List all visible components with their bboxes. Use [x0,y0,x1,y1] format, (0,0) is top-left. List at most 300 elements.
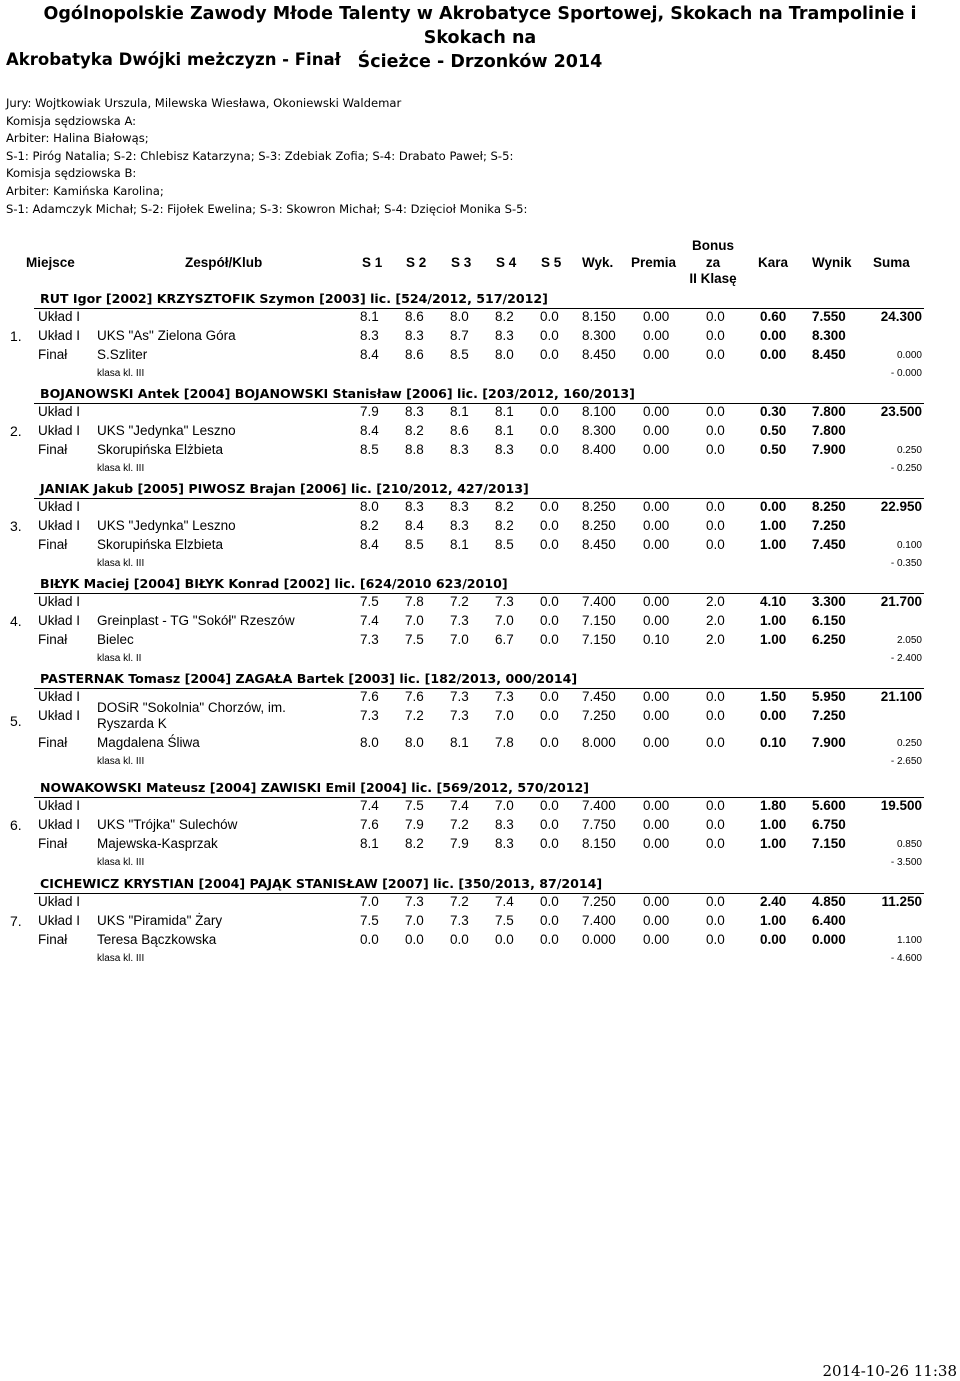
pair-title: PASTERNAK Tomasz [2004] ZAGAŁA Bartek [2003] lic. [182/2013, 000/2014] [40,671,578,686]
bonus-score: 0.0 [706,913,725,928]
result-group [0,576,960,671]
judge-score-s2: 7.3 [405,894,424,909]
jury-line: Jury: Wojtkowiak Urszula, Milewska Wiesława, Okoniewski Waldemar [6,96,402,110]
row-label: Finał [38,442,68,457]
place-number: 3. [10,518,22,534]
result-group [0,671,960,766]
judge-score-s5: 0.0 [540,894,559,909]
execution-score: 8.250 [582,518,616,533]
bonus-score: 2.0 [706,613,725,628]
judge-score-s1: 8.0 [360,499,379,514]
penalty-score: 0.10 [760,735,787,750]
place-number: 5. [10,713,22,729]
row-label: Układ I [38,309,81,324]
execution-score: 7.400 [582,594,616,609]
premia-score: 0.00 [643,894,670,909]
pair-title-underline [34,498,924,499]
judge-score-s4: 8.1 [495,404,514,419]
club-name [97,700,286,732]
pair-title: BIŁYK Maciej [2004] BIŁYK Konrad [2002] lic. [624/2010 623/2010] [40,576,508,591]
place-number: 2. [10,423,22,439]
bonus-score: 0.0 [706,894,725,909]
bonus-score: 0.0 [706,347,725,362]
total-score: 11.250 [881,894,922,909]
pair-title-underline [34,688,924,689]
col-wynik: Wynik [812,255,852,270]
result-score: 8.300 [812,328,846,343]
judge-score-s4: 8.2 [495,518,514,533]
row-label: Układ I [38,328,81,343]
jury-line: Komisja sędziowska A: [6,113,137,128]
col-s5: S 5 [541,255,562,270]
execution-score: 8.450 [582,537,616,552]
execution-score: 8.100 [582,404,616,419]
judge-score-s5: 0.0 [540,632,559,647]
judge-score-s2: 8.6 [405,309,424,324]
title-line-2: Ścieżce - Drzonków 2014 [357,52,603,72]
penalty-score: 1.00 [760,817,787,832]
result-score: 7.250 [812,518,846,533]
row-label: Układ I [38,404,81,419]
penalty-score: 0.60 [760,309,787,324]
penalty-score: 1.00 [760,537,787,552]
row-label: Finał [38,836,68,851]
penalty-score: 1.00 [760,836,787,851]
class-deduction: - 2.400 [890,653,922,664]
judge-score-s3: 8.1 [450,735,469,750]
bonus-score: 0.0 [706,328,725,343]
judge-score-s5: 0.0 [540,537,559,552]
sum-bonus: 0.250 [896,445,922,456]
judge-score-s4: 8.3 [495,817,514,832]
class-label: klasa kl. III [97,558,145,569]
premia-score: 0.00 [643,836,670,851]
row-label: Układ I [38,913,81,928]
judge-score-s1: 7.5 [360,594,379,609]
result-score: 3.300 [812,594,846,609]
pair-title-underline [34,893,924,894]
penalty-score: 2.40 [760,894,787,909]
total-score: 23.500 [880,404,922,419]
bonus-score: 0.0 [706,518,725,533]
penalty-score: 1.00 [760,613,787,628]
premia-score: 0.00 [643,932,670,947]
judge-score-s2: 7.9 [405,817,424,832]
judge-score-s3: 8.1 [450,404,469,419]
judge-score-s4: 8.2 [495,309,514,324]
col-wyk: Wyk. [582,255,614,270]
coach-name: Skorupińska Elżbieta [97,442,224,457]
class-deduction: - 4.600 [890,953,922,964]
judge-score-s5: 0.0 [540,836,559,851]
pair-title: BOJANOWSKI Antek [2004] BOJANOWSKI Stanisław [2006] lic. [203/2012, 160/2013] [40,386,635,401]
judge-score-s1: 8.0 [360,735,379,750]
judge-score-s2: 7.6 [405,689,424,704]
judge-score-s4: 8.3 [495,836,514,851]
judge-score-s2: 8.3 [405,499,424,514]
result-score: 6.150 [812,613,846,628]
result-score: 8.450 [812,347,846,362]
col-bonus-line: II Klasę [689,271,737,286]
judge-score-s5: 0.0 [540,689,559,704]
sum-bonus: 0.850 [896,839,922,850]
penalty-score: 0.00 [760,328,787,343]
col-bonus [688,238,738,288]
pair-title-underline [34,797,924,798]
coach-name: Skorupińska Elzbieta [97,537,224,552]
result-score: 8.250 [812,499,846,514]
judge-score-s4: 8.3 [495,442,514,457]
premia-score: 0.00 [643,537,670,552]
penalty-score: 0.00 [760,347,787,362]
sum-bonus: 0.250 [896,738,922,749]
premia-score: 0.00 [643,689,670,704]
bonus-score: 0.0 [706,708,725,723]
penalty-score: 1.80 [760,798,787,813]
judge-score-s4: 8.0 [495,347,514,362]
bonus-score: 2.0 [706,632,725,647]
judge-score-s5: 0.0 [540,347,559,362]
judge-score-s3: 8.3 [450,518,469,533]
coach-name: Magdalena Śliwa [97,735,200,750]
place-number: 7. [10,913,22,929]
execution-score: 7.400 [582,913,616,928]
judge-score-s3: 8.6 [450,423,469,438]
club-name: UKS "Piramida" Żary [97,913,223,928]
bonus-score: 0.0 [706,735,725,750]
jury-line: Arbiter: Halina Białowąs; [6,131,149,146]
judge-score-s5: 0.0 [540,613,559,628]
judge-score-s4: 7.0 [495,613,514,628]
result-group [0,386,960,481]
col-suma: Suma [873,255,910,270]
title-line-1: Ogólnopolskie Zawody Młode Talenty w Akrobatyce Sportowej, Skokach na Trampolinie i Skokach na [43,4,917,48]
row-label: Układ I [38,689,81,704]
judge-score-s2: 8.8 [405,442,424,457]
result-score: 6.750 [812,817,846,832]
judge-score-s3: 7.3 [450,913,469,928]
sum-bonus: 2.050 [896,635,922,646]
premia-score: 0.10 [643,632,670,647]
judge-score-s5: 0.0 [540,817,559,832]
result-score: 7.450 [812,537,846,552]
jury-line: Komisja sędziowska B: [6,166,137,181]
execution-score: 7.250 [582,894,616,909]
judge-score-s4: 7.4 [495,894,514,909]
judge-score-s2: 8.3 [405,328,424,343]
place-number: 1. [10,328,22,344]
row-label: Układ I [38,423,81,438]
premia-score: 0.00 [643,518,670,533]
judge-score-s3: 8.3 [450,499,469,514]
judge-score-s1: 8.1 [360,309,379,324]
row-label: Finał [38,537,68,552]
penalty-score: 0.00 [760,708,787,723]
bonus-score: 0.0 [706,689,725,704]
class-label: klasa kl. II [97,653,142,664]
judge-score-s1: 8.3 [360,328,379,343]
judge-score-s3: 7.2 [450,894,469,909]
execution-score: 8.300 [582,423,616,438]
col-kara: Kara [758,255,789,270]
execution-score: 8.450 [582,347,616,362]
pair-title: NOWAKOWSKI Mateusz [2004] ZAWISKI Emil [2004] lic. [569/2012, 570/2012] [40,780,590,795]
row-label: Układ I [38,798,81,813]
premia-score: 0.00 [643,499,670,514]
judge-score-s2: 8.3 [405,404,424,419]
column-header-row [0,236,960,290]
judge-score-s3: 8.7 [450,328,469,343]
penalty-score: 1.00 [760,632,787,647]
execution-score: 8.150 [582,309,616,324]
judge-score-s2: 7.5 [405,632,424,647]
execution-score: 7.450 [582,689,616,704]
total-score: 24.300 [880,309,922,324]
result-score: 7.150 [812,836,846,851]
result-score: 7.800 [812,404,846,419]
judge-score-s3: 8.5 [450,347,469,362]
bonus-score: 2.0 [706,594,725,609]
sum-bonus: 0.000 [896,350,922,361]
premia-score: 0.00 [643,404,670,419]
judge-score-s2: 8.0 [405,735,424,750]
judge-score-s3: 7.2 [450,817,469,832]
row-label: Finał [38,632,68,647]
judge-score-s5: 0.0 [540,798,559,813]
sum-bonus: 0.100 [896,540,922,551]
judge-score-s2: 7.2 [405,708,424,723]
judge-score-s5: 0.0 [540,442,559,457]
class-label: klasa kl. III [97,756,145,767]
bonus-score: 0.0 [706,836,725,851]
judge-score-s1: 8.4 [360,423,379,438]
judge-score-s2: 7.0 [405,613,424,628]
judge-score-s3: 7.3 [450,613,469,628]
bonus-score: 0.0 [706,798,725,813]
penalty-score: 0.00 [760,499,787,514]
judge-score-s1: 8.4 [360,537,379,552]
timestamp: 2014-10-26 11:38 [822,1362,957,1380]
bonus-score: 0.0 [706,423,725,438]
penalty-score: 0.50 [760,442,787,457]
bonus-score: 0.0 [706,817,725,832]
judge-score-s5: 0.0 [540,404,559,419]
club-name-line: DOSiR "Sokolnia" Chorzów, im. [97,700,286,715]
judge-score-s4: 7.3 [495,689,514,704]
premia-score: 0.00 [643,442,670,457]
premia-score: 0.00 [643,613,670,628]
judge-score-s1: 8.5 [360,442,379,457]
result-score: 6.250 [812,632,846,647]
judge-score-s1: 8.2 [360,518,379,533]
judge-score-s1: 7.5 [360,913,379,928]
result-score: 7.900 [812,442,846,457]
judge-score-s5: 0.0 [540,735,559,750]
bonus-score: 0.0 [706,537,725,552]
penalty-score: 1.00 [760,913,787,928]
result-group [0,876,960,971]
pair-title: JANIAK Jakub [2005] PIWOSZ Brajan [2006] lic. [210/2012, 427/2013] [40,481,529,496]
judge-score-s2: 7.0 [405,913,424,928]
judge-score-s5: 0.0 [540,594,559,609]
coach-name: Majewska-Kasprzak [97,836,218,851]
judge-score-s4: 7.8 [495,735,514,750]
judge-score-s4: 8.1 [495,423,514,438]
result-group [0,780,960,875]
col-bonus-line: Bonus [692,238,734,253]
judge-score-s2: 8.4 [405,518,424,533]
judge-score-s4: 8.3 [495,328,514,343]
result-score: 6.400 [812,913,846,928]
judge-score-s1: 8.4 [360,347,379,362]
judge-score-s4: 7.3 [495,594,514,609]
class-label: klasa kl. III [97,953,145,964]
execution-score: 8.300 [582,328,616,343]
penalty-score: 1.00 [760,518,787,533]
pair-title-underline [34,308,924,309]
judge-score-s5: 0.0 [540,932,559,947]
club-name: UKS "As" Zielona Góra [97,328,236,343]
judge-score-s4: 0.0 [495,932,514,947]
premia-score: 0.00 [643,423,670,438]
coach-name: Teresa Bączkowska [97,932,217,947]
judge-score-s2: 8.2 [405,423,424,438]
col-s1: S 1 [362,255,383,270]
total-score: 21.700 [880,594,922,609]
execution-score: 7.400 [582,798,616,813]
judge-score-s1: 0.0 [360,932,379,947]
event-subtitle: Akrobatyka Dwójki meżczyzn - Finał [6,50,341,69]
class-label: klasa kl. III [97,857,145,868]
execution-score: 8.150 [582,836,616,851]
jury-block [6,95,527,218]
judge-score-s1: 7.0 [360,894,379,909]
judge-score-s2: 8.6 [405,347,424,362]
premia-score: 0.00 [643,309,670,324]
result-score: 0.000 [812,932,846,947]
col-s3: S 3 [451,255,472,270]
execution-score: 8.250 [582,499,616,514]
judge-score-s5: 0.0 [540,423,559,438]
result-group [0,481,960,576]
judge-score-s1: 7.6 [360,817,379,832]
club-name: UKS "Trójka" Sulechów [97,817,238,832]
judge-score-s5: 0.0 [540,518,559,533]
judge-score-s1: 7.4 [360,613,379,628]
result-score: 7.550 [812,309,846,324]
judge-score-s1: 8.1 [360,836,379,851]
judge-score-s1: 7.3 [360,708,379,723]
judge-score-s3: 7.4 [450,798,469,813]
execution-score: 0.000 [582,932,616,947]
result-group [0,291,960,386]
total-score: 19.500 [880,798,922,813]
result-score: 7.800 [812,423,846,438]
col-s4: S 4 [496,255,517,270]
row-label: Układ I [38,894,81,909]
penalty-score: 4.10 [760,594,787,609]
judge-score-s4: 8.2 [495,499,514,514]
judge-score-s3: 7.3 [450,689,469,704]
judge-score-s3: 7.2 [450,594,469,609]
premia-score: 0.00 [643,798,670,813]
judge-score-s5: 0.0 [540,913,559,928]
total-score: 22.950 [880,499,922,514]
execution-score: 7.250 [582,708,616,723]
judge-score-s1: 7.3 [360,632,379,647]
premia-score: 0.00 [643,817,670,832]
class-deduction: - 0.350 [890,558,922,569]
judge-score-s2: 0.0 [405,932,424,947]
pair-title-underline [34,403,924,404]
premia-score: 0.00 [643,328,670,343]
judge-score-s3: 0.0 [450,932,469,947]
row-label: Finał [38,347,68,362]
total-score: 21.100 [880,689,922,704]
result-score: 5.950 [812,689,846,704]
premia-score: 0.00 [643,913,670,928]
judge-score-s4: 7.0 [495,798,514,813]
premia-score: 0.00 [643,708,670,723]
judge-score-s3: 8.0 [450,309,469,324]
pair-title: CICHEWICZ KRYSTIAN [2004] PAJĄK STANISŁAW [2007] lic. [350/2013, 87/2014] [40,876,603,891]
result-score: 7.250 [812,708,846,723]
bonus-score: 0.0 [706,932,725,947]
pair-title: RUT Igor [2002] KRZYSZTOFIK Szymon [2003] lic. [524/2012, 517/2012] [40,291,548,306]
col-bonus-line: za [705,254,721,270]
row-label: Układ I [38,708,81,723]
judge-score-s2: 8.2 [405,836,424,851]
col-s2: S 2 [406,255,427,270]
judge-score-s2: 7.8 [405,594,424,609]
club-name: Greinplast - TG "Sokół" Rzeszów [97,613,295,628]
execution-score: 8.400 [582,442,616,457]
judge-score-s4: 7.5 [495,913,514,928]
judge-score-s4: 7.0 [495,708,514,723]
col-zespol: Zespół/Klub [185,255,263,270]
row-label: Układ I [38,817,81,832]
judge-score-s4: 8.5 [495,537,514,552]
coach-name: S.Szliter [97,347,148,362]
judge-score-s1: 7.6 [360,689,379,704]
judge-score-s5: 0.0 [540,499,559,514]
jury-line: S-1: Piróg Natalia; S-2: Chlebisz Katarzyna; S-3: Zdebiak Zofia; S-4: Drabato Paweł; S-5: [6,148,514,163]
class-deduction: - 3.500 [890,857,922,868]
judge-score-s2: 8.5 [405,537,424,552]
row-label: Finał [38,735,68,750]
class-deduction: - 2.650 [890,756,922,767]
bonus-score: 0.0 [706,404,725,419]
penalty-score: 0.00 [760,932,787,947]
sum-bonus: 1.100 [896,935,922,946]
judge-score-s5: 0.0 [540,309,559,324]
pair-title-underline [34,593,924,594]
place-number: 4. [10,613,22,629]
coach-name: Bielec [97,632,134,647]
premia-score: 0.00 [643,735,670,750]
result-score: 5.600 [812,798,846,813]
place-number: 6. [10,817,22,833]
club-name-line: Ryszarda K [97,716,167,731]
row-label: Finał [38,932,68,947]
result-score: 4.850 [812,894,846,909]
judge-score-s5: 0.0 [540,708,559,723]
penalty-score: 0.50 [760,423,787,438]
row-label: Układ I [38,518,81,533]
premia-score: 0.00 [643,347,670,362]
result-score: 7.900 [812,735,846,750]
execution-score: 7.750 [582,817,616,832]
